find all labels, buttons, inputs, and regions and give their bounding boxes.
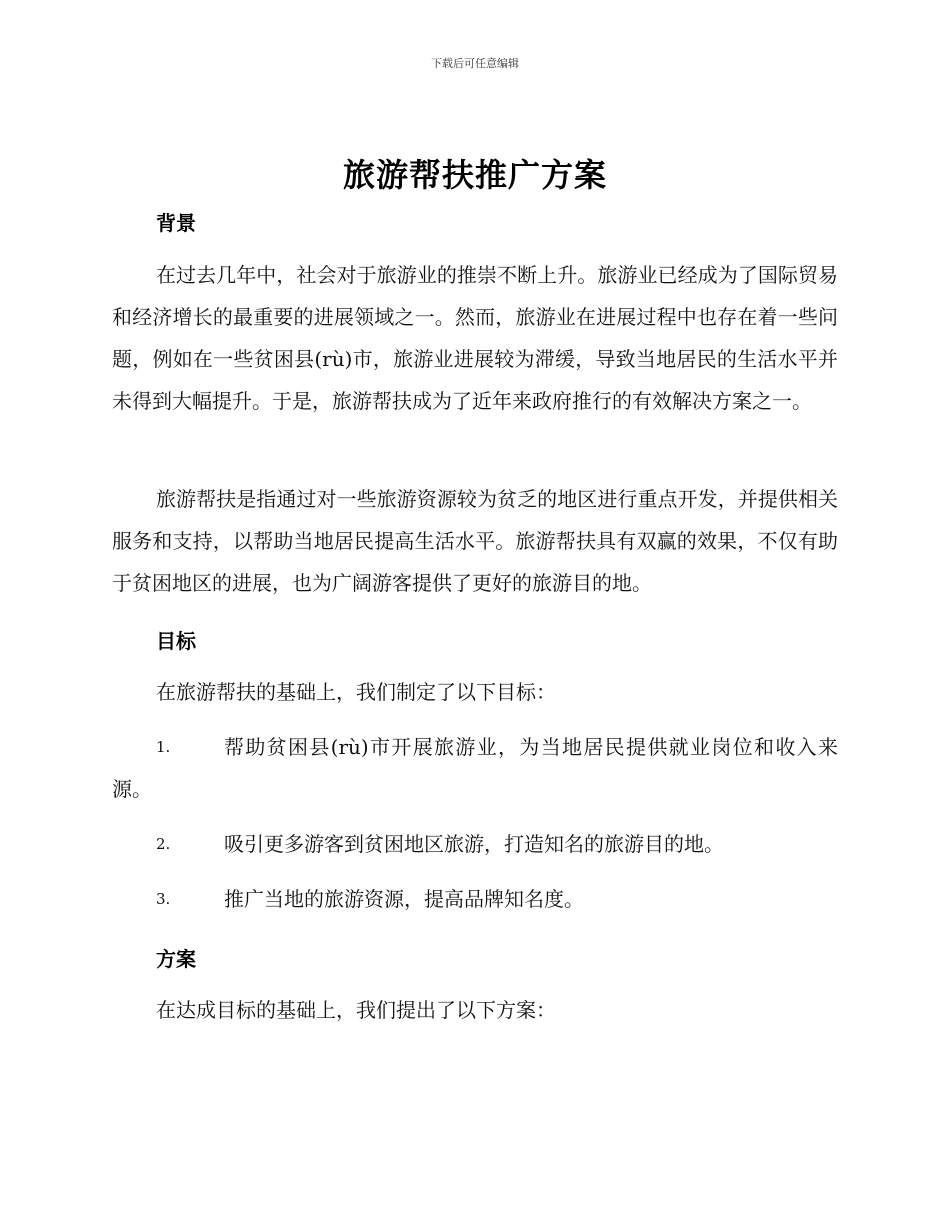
section-heading-background: 背景 xyxy=(156,211,196,235)
header-note: 下载后可任意编辑 xyxy=(431,57,519,70)
section-heading-plan: 方案 xyxy=(156,947,196,971)
section-heading-goals: 目标 xyxy=(156,629,196,653)
goal-list-text: 推广当地的旅游资源，提高品牌知名度。 xyxy=(224,887,584,911)
goal-list-item-2 xyxy=(112,823,838,865)
plan-intro: 在达成目标的基础上，我们提出了以下方案： xyxy=(156,998,556,1022)
goal-list-item-3 xyxy=(112,878,838,920)
background-paragraph-1: 在过去几年中，社会对于旅游业的推崇不断上升。旅游业已经成为了国际贸易和经济增长的最重要的进展领域之一。然而，旅游业在进展过程中也存在着一些问题，例如在一些贫困县(rù)市，旅游业进展较为滞缓，导致当地居民的生活水平并未得到大幅提升。于是，旅游帮扶成为了近年来政府推行的有效解决方案之一。 xyxy=(112,263,838,413)
document-title: 旅游帮扶推广方案 xyxy=(342,156,607,194)
goal-list-text: 吸引更多游客到贫困地区旅游，打造知名的旅游目的地。 xyxy=(224,832,724,856)
background-paragraph-2: 旅游帮扶是指通过对一些旅游资源较为贫乏的地区进行重点开发，并提供相关服务和支持，以帮助当地居民提高生活水平。旅游帮扶具有双赢的效果，不仅有助于贫困地区的进展，也为广阔游客提供了更好的旅游目的地。 xyxy=(112,487,838,595)
goal-list-text: 帮助贫困县(rù)市开展旅游业，为当地居民提供就业岗位和收入来源。 xyxy=(112,735,838,801)
goals-intro: 在旅游帮扶的基础上，我们制定了以下目标： xyxy=(156,680,556,704)
goal-list-item-1 xyxy=(112,726,838,810)
goal-list-number: 1. xyxy=(156,738,171,756)
goal-list-number: 3. xyxy=(156,890,171,908)
goal-list-number: 2. xyxy=(156,835,171,853)
